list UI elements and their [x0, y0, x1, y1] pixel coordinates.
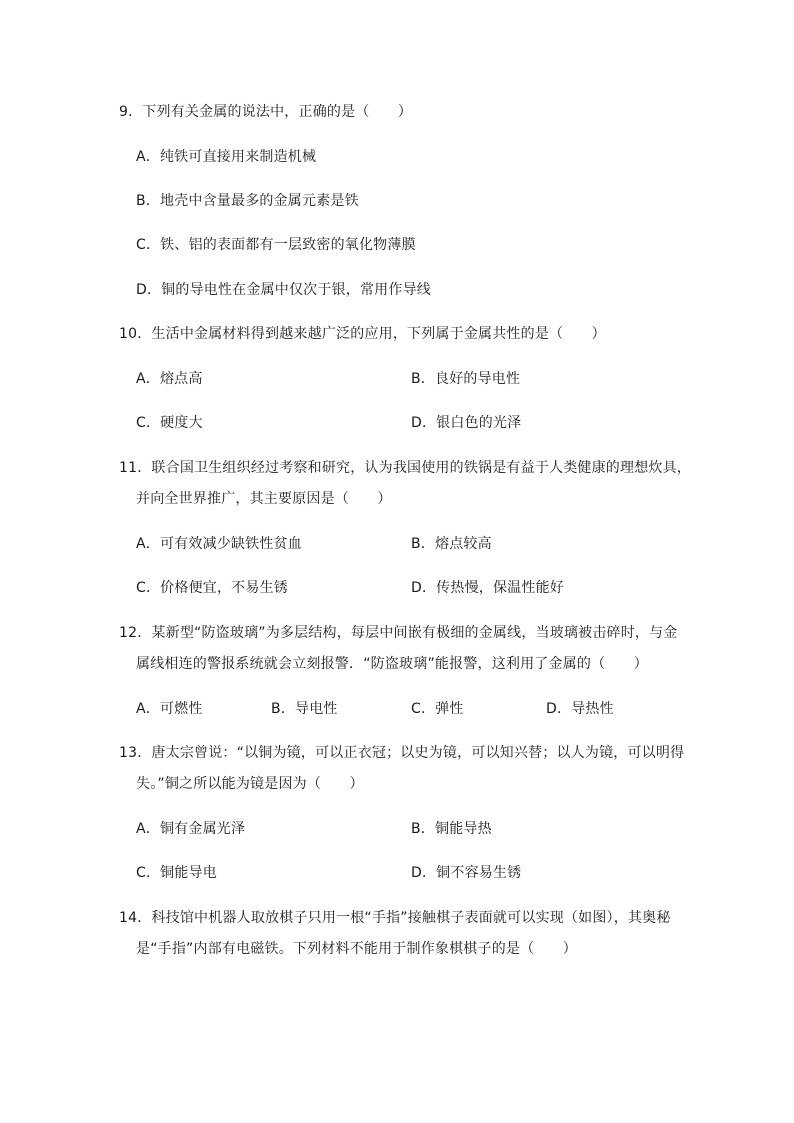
question-12-option-d: D．导热性 — [546, 701, 614, 717]
question-10-option-d: D．银白色的光泽 — [411, 415, 522, 431]
question-11-option-d: D．传热慢，保温性能好 — [411, 580, 564, 596]
question-9-option-d: D．铜的导电性在金属中仅次于银，常用作导线 — [136, 282, 431, 298]
question-10-option-a: A．熔点高 — [136, 371, 203, 387]
question-13-option-a: A．铜有金属光泽 — [136, 821, 246, 837]
question-9-option-b: B．地壳中含量最多的金属元素是铁 — [136, 193, 359, 209]
question-10-option-c: C．硬度大 — [136, 415, 203, 431]
question-12-stem-line-2: 属线相连的警报系统就会立刻报警．“防盗玻璃”能报警，这利用了金属的（ ） — [136, 656, 648, 672]
question-14-stem-line-2: 是“手指”内部有电磁铁。下列材料不能用于制作象棋棋子的是（ ） — [136, 941, 577, 957]
question-9-stem: 9．下列有关金属的说法中，正确的是（ ） — [119, 104, 413, 120]
question-11-stem-line-2: 并向全世界推广，其主要原因是（ ） — [136, 491, 392, 507]
question-11-option-c: C．价格便宜，不易生锈 — [136, 580, 288, 596]
question-14-stem-line-1: 14．科技馆中机器人取放棋子只用一根“手指”接触棋子表面就可以实现（如图），其奥秘 — [119, 910, 671, 926]
question-11-option-a: A．可有效减少缺铁性贫血 — [136, 536, 302, 552]
question-9-option-c: C．铁、铝的表面都有一层致密的氧化物薄膜 — [136, 237, 416, 253]
question-11-stem-line-1: 11．联合国卫生组织经过考察和研究，认为我国使用的铁锅是有益于人类健康的理想炊具， — [119, 460, 692, 476]
question-12-option-c: C．弹性 — [411, 701, 464, 717]
question-13-option-b: B．铜能导热 — [411, 821, 492, 837]
question-13-stem-line-2: 失。”铜之所以能为镜是因为（ ） — [136, 776, 364, 792]
question-13-option-d: D．铜不容易生锈 — [411, 865, 522, 881]
question-13-option-c: C．铜能导电 — [136, 865, 217, 881]
question-11-option-b: B．熔点较高 — [411, 536, 492, 552]
question-10-stem: 10．生活中金属材料得到越来越广泛的应用，下列属于金属共性的是（ ） — [119, 326, 606, 342]
question-12-stem-line-1: 12．某新型“防盗玻璃”为多层结构，每层中间嵌有极细的金属线，当玻璃被击碎时，与金 — [119, 625, 678, 641]
question-12-option-b: B．导电性 — [271, 701, 338, 717]
question-10-option-b: B．良好的导电性 — [411, 371, 521, 387]
question-9-option-a: A．纯铁可直接用来制造机械 — [136, 149, 317, 165]
question-12-option-a: A．可燃性 — [136, 701, 203, 717]
question-13-stem-line-1: 13．唐太宗曾说：“以铜为镜，可以正衣冠；以史为镜，可以知兴替；以人为镜，可以明得 — [119, 745, 685, 761]
